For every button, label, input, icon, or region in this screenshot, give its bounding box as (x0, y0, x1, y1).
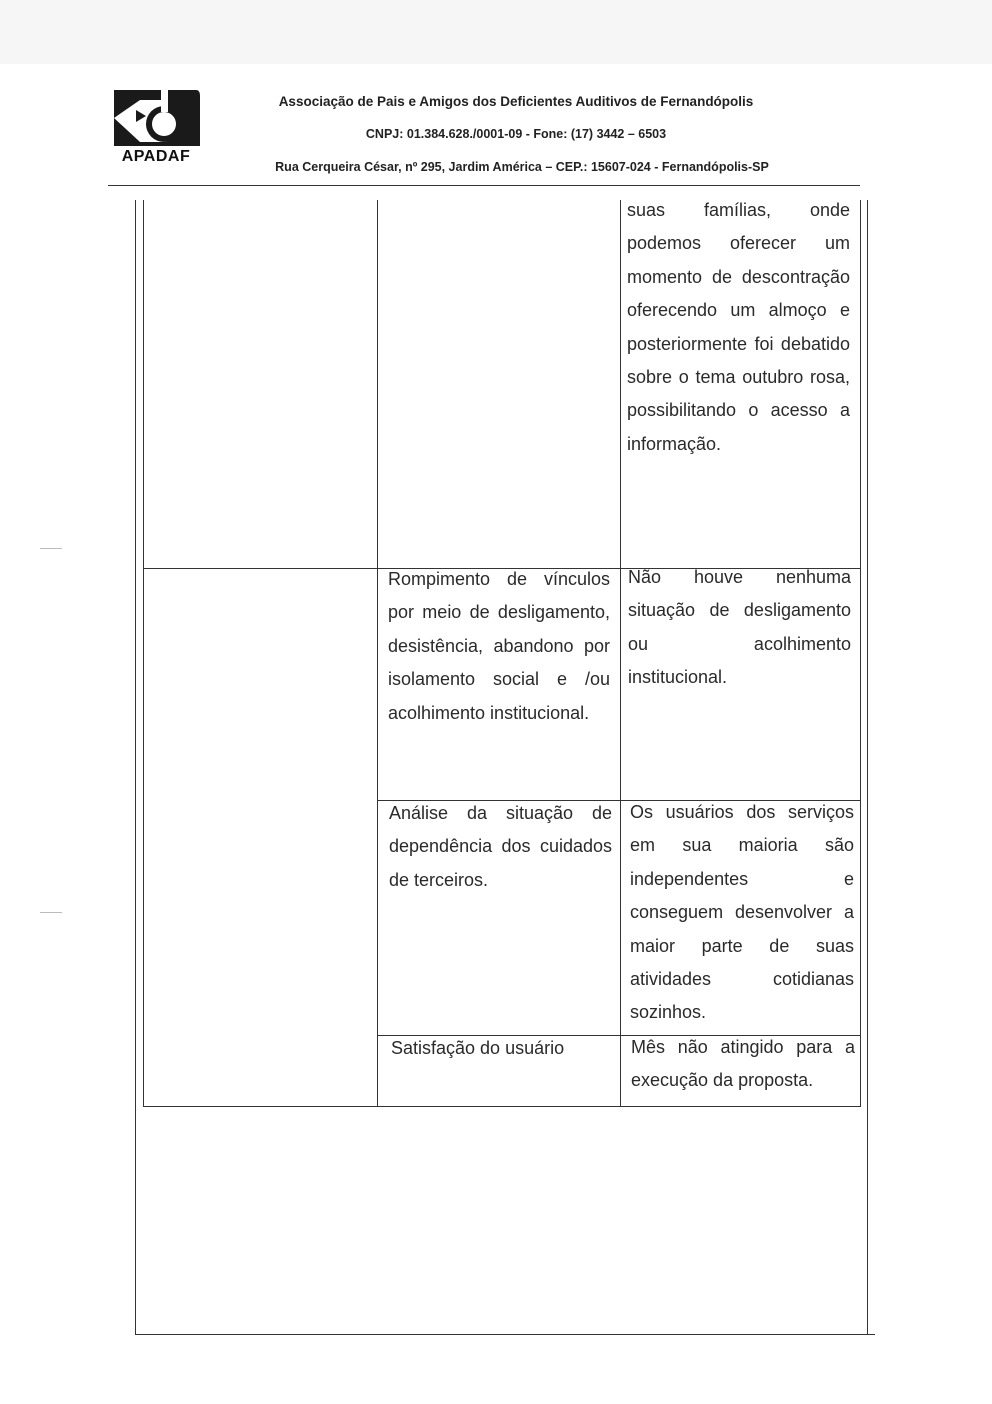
table-column-divider-2 (620, 200, 621, 1107)
table-cell-r4-c2: Satisfação do usuário (391, 1038, 565, 1058)
header-divider (108, 185, 860, 186)
organization-name: Associação de Pais e Amigos dos Deficientes Auditivos de Fernandópolis (278, 94, 754, 109)
page-frame-left (135, 200, 136, 1335)
scan-mark (40, 548, 62, 549)
logo-text: APADAF (121, 148, 191, 165)
letterhead (0, 0, 992, 200)
table-cell-r3-c2: Análise da situação de dependência dos cuidados de terceiros. (389, 803, 612, 890)
address: Rua Cerqueira César, nº 295, Jardim América – CEP.: 15607-024 - Fernandópolis-SP (275, 160, 769, 174)
table-cell-r1-c3: suas famílias, onde podemos oferecer um momento de descontração oferecendo um almoço e posteriormente foi debatido sobre o tema outubro rosa, possibilitando o acesso a informação. (627, 200, 850, 454)
page-frame-bottom (135, 1334, 875, 1335)
table-cell-r2-c3: Não houve nenhuma situação de desligamento ou acolhimento institucional. (628, 567, 851, 688)
table-border-bottom (143, 1106, 861, 1107)
table-cell-r2-c2: Rompimento de vínculos por meio de desligamento, desistência, abandono por isolamento social e /ou acolhimento institucional. (388, 569, 610, 723)
table-cell-r3-c3: Os usuários dos serviços em sua maioria são independentes e conseguem desenvolver a maior parte de suas atividades cotidianas sozinhos. (630, 802, 854, 1023)
cnpj-phone: CNPJ: 01.384.628./0001-09 - Fone: (17) 3442 – 6503 (365, 127, 667, 141)
scan-mark (40, 912, 62, 913)
page-frame-right (867, 200, 868, 1335)
table-column-divider-1 (377, 200, 378, 1107)
table-border-left (143, 200, 144, 1107)
table-border-right (860, 200, 861, 1107)
table-cell-r4-c3: Mês não atingido para a execução da proposta. (631, 1037, 855, 1091)
